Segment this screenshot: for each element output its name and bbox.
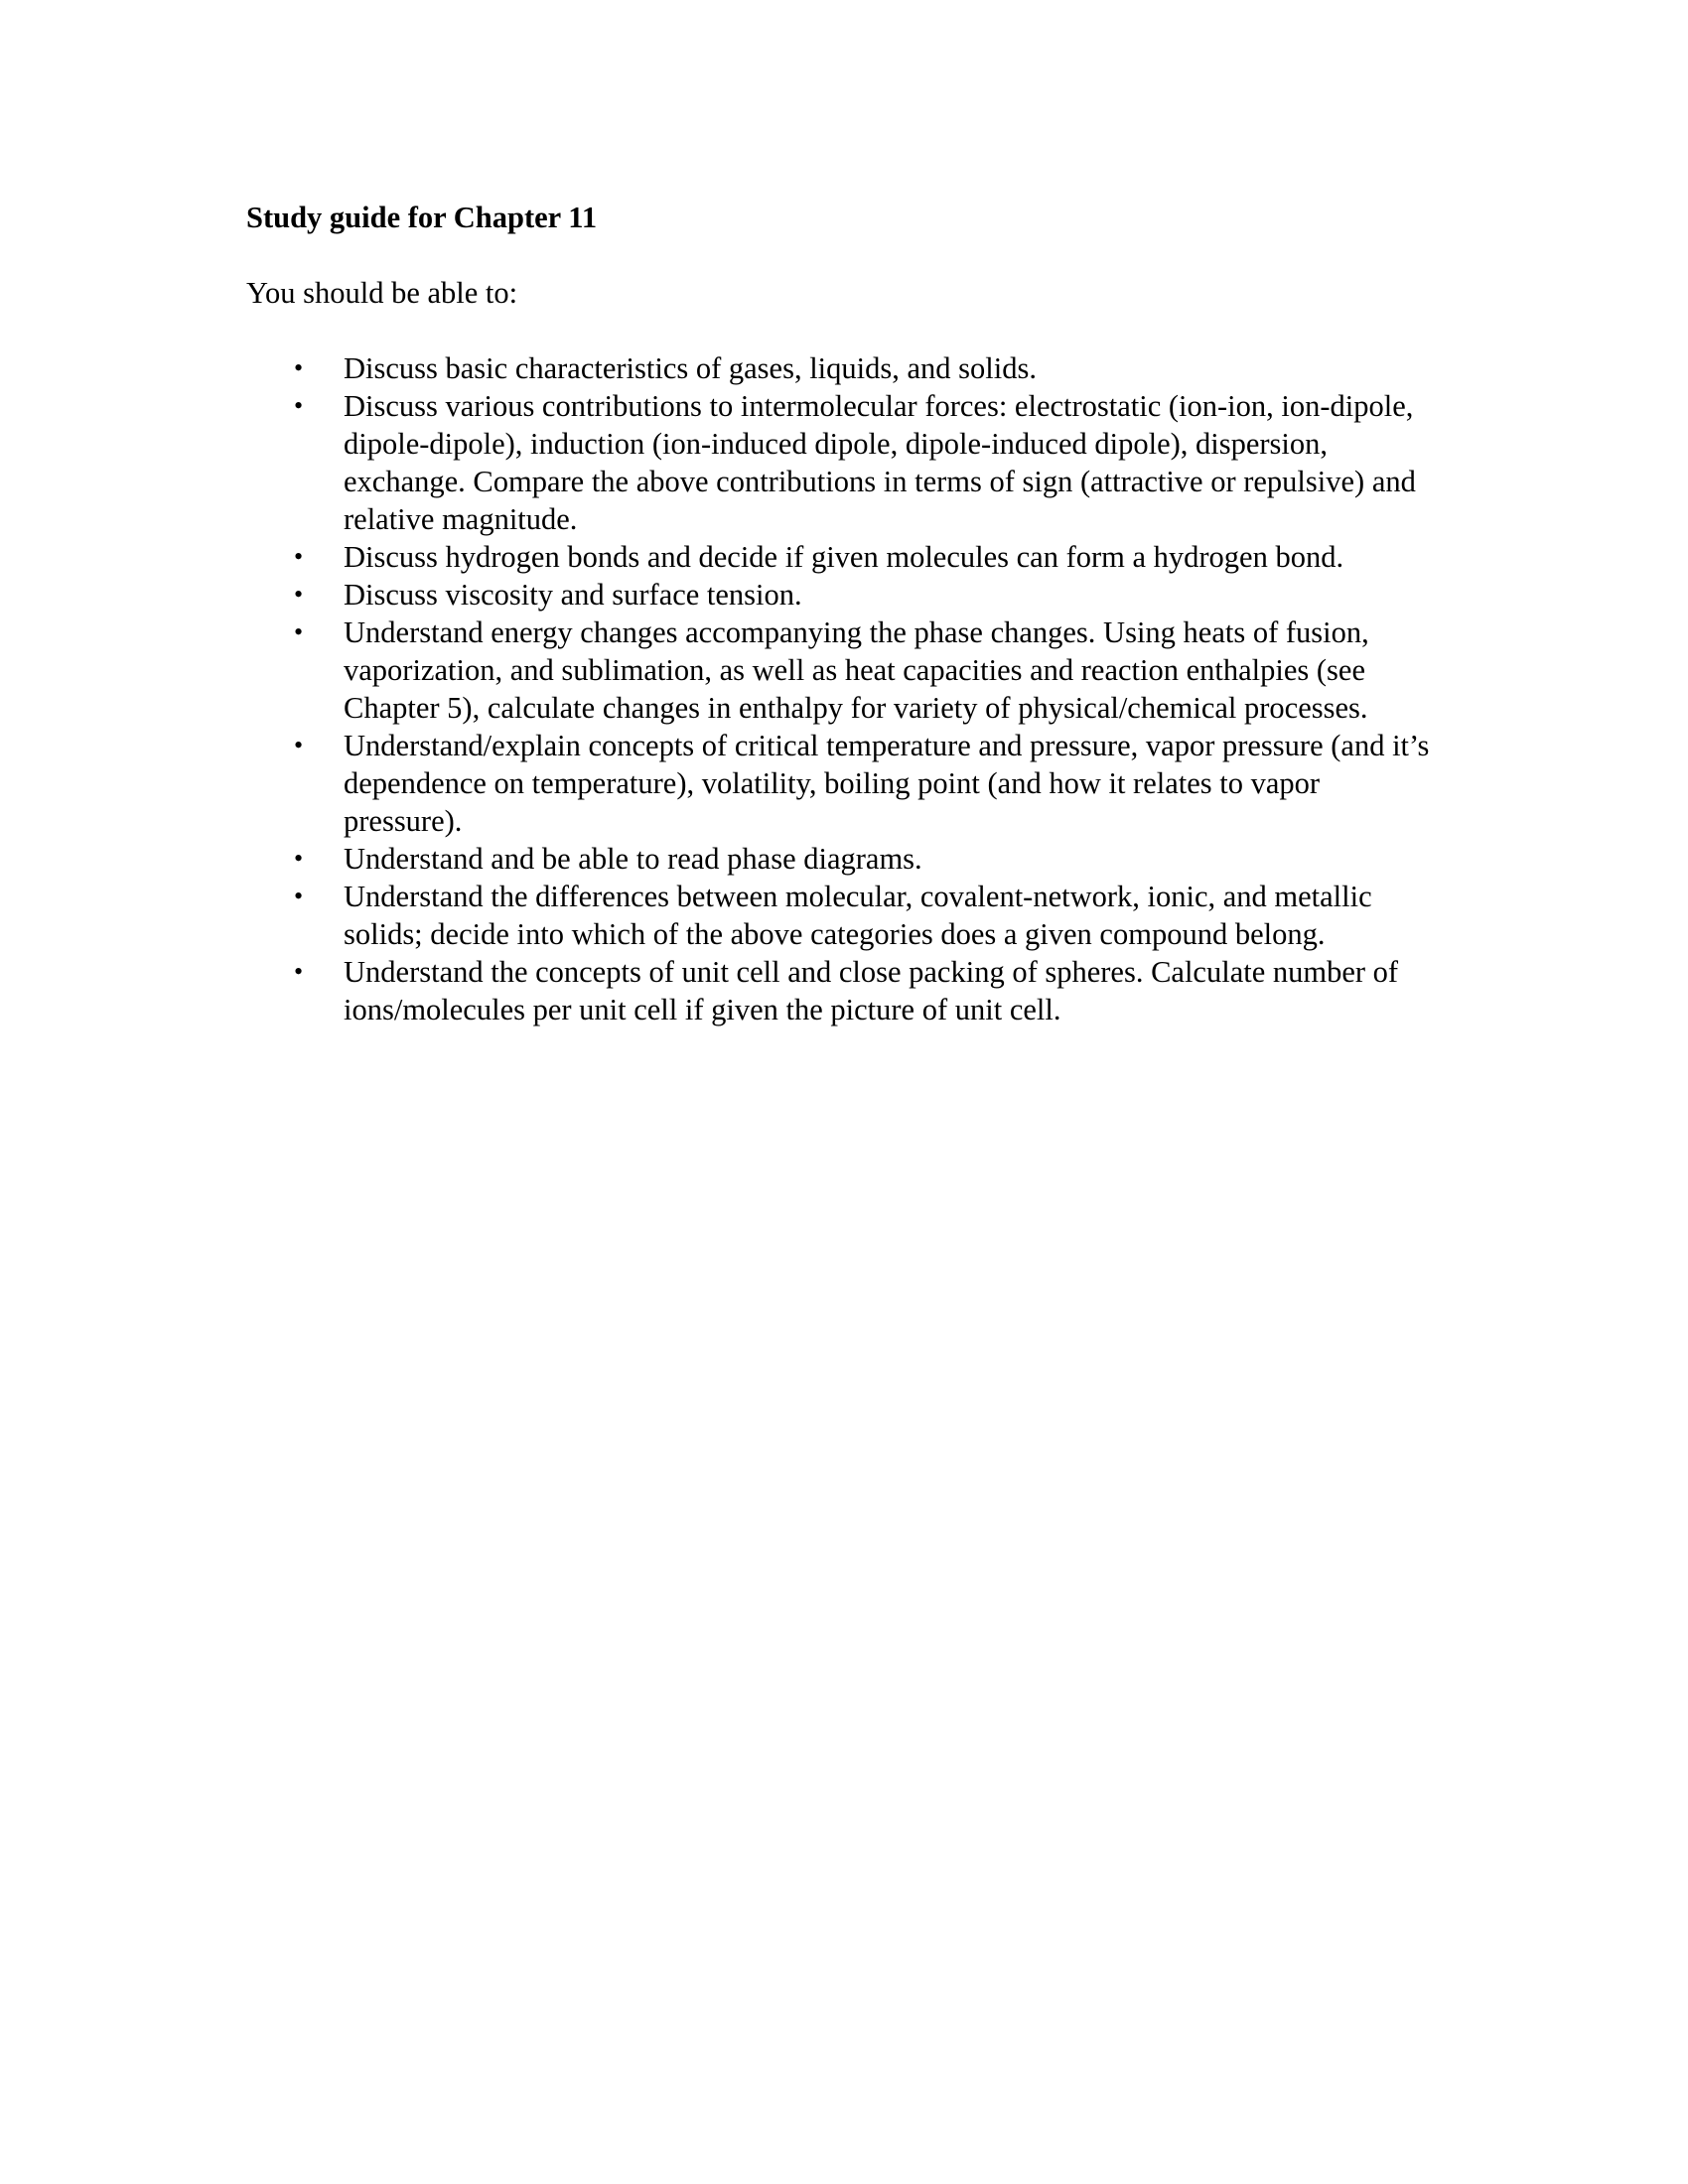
list-item bbox=[0, 614, 1436, 727]
page-title: Study guide for Chapter 11 bbox=[246, 201, 598, 234]
list-item-text: Understand and be able to read phase diagrams. bbox=[344, 842, 922, 876]
bullet-icon: • bbox=[294, 542, 304, 571]
list-item bbox=[0, 727, 1436, 840]
list-item-text: Discuss viscosity and surface tension. bbox=[344, 578, 802, 612]
bullet-icon: • bbox=[294, 844, 304, 873]
bullet-icon: • bbox=[294, 617, 304, 646]
list-item-text: Understand the concepts of unit cell and close packing of spheres. Calculate number of ions/molecules per unit cell if given the picture of unit cell. bbox=[344, 955, 1399, 1026]
bullet-icon: • bbox=[294, 731, 304, 759]
bullet-icon: • bbox=[294, 957, 304, 986]
list-item bbox=[0, 878, 1436, 953]
list-item bbox=[0, 538, 1436, 576]
list-item-text: Discuss various contributions to intermolecular forces: electrostatic (ion-ion, ion-dipole, dipole-dipole), induction (ion-induced dipole, dipole-induced dipole), dispersion, exchange. Compare the above contributions in terms of sign (attractive or repulsive) and relative magnitude. bbox=[344, 389, 1416, 536]
list-item-text: Understand energy changes accompanying the phase changes. Using heats of fusion, vaporization, and sublimation, as well as heat capacities and reaction enthalpies (see Chapter 5), calculate changes in enthalpy for variety of physical/chemical processes. bbox=[344, 615, 1369, 725]
list-item-text: Discuss hydrogen bonds and decide if given molecules can form a hydrogen bond. bbox=[344, 540, 1344, 574]
list-item bbox=[0, 349, 1436, 387]
list-item bbox=[0, 576, 1436, 614]
list-item-text: Understand the differences between molecular, covalent-network, ionic, and metallic solids; decide into which of the above categories does a given compound belong. bbox=[344, 880, 1372, 951]
bullet-icon: • bbox=[294, 882, 304, 910]
list-item bbox=[0, 387, 1436, 538]
list-item-text: Understand/explain concepts of critical temperature and pressure, vapor pressure (and it’s dependence on temperature), volatility, boiling point (and how it relates to vapor pressure). bbox=[344, 729, 1430, 838]
bullet-icon: • bbox=[294, 353, 304, 382]
bullet-icon: • bbox=[294, 391, 304, 420]
list-item bbox=[0, 953, 1436, 1028]
objectives-list bbox=[0, 349, 1688, 1028]
list-item bbox=[0, 840, 1436, 878]
intro-text: You should be able to: bbox=[246, 276, 518, 310]
list-item-text: Discuss basic characteristics of gases, liquids, and solids. bbox=[344, 351, 1037, 385]
bullet-icon: • bbox=[294, 580, 304, 609]
